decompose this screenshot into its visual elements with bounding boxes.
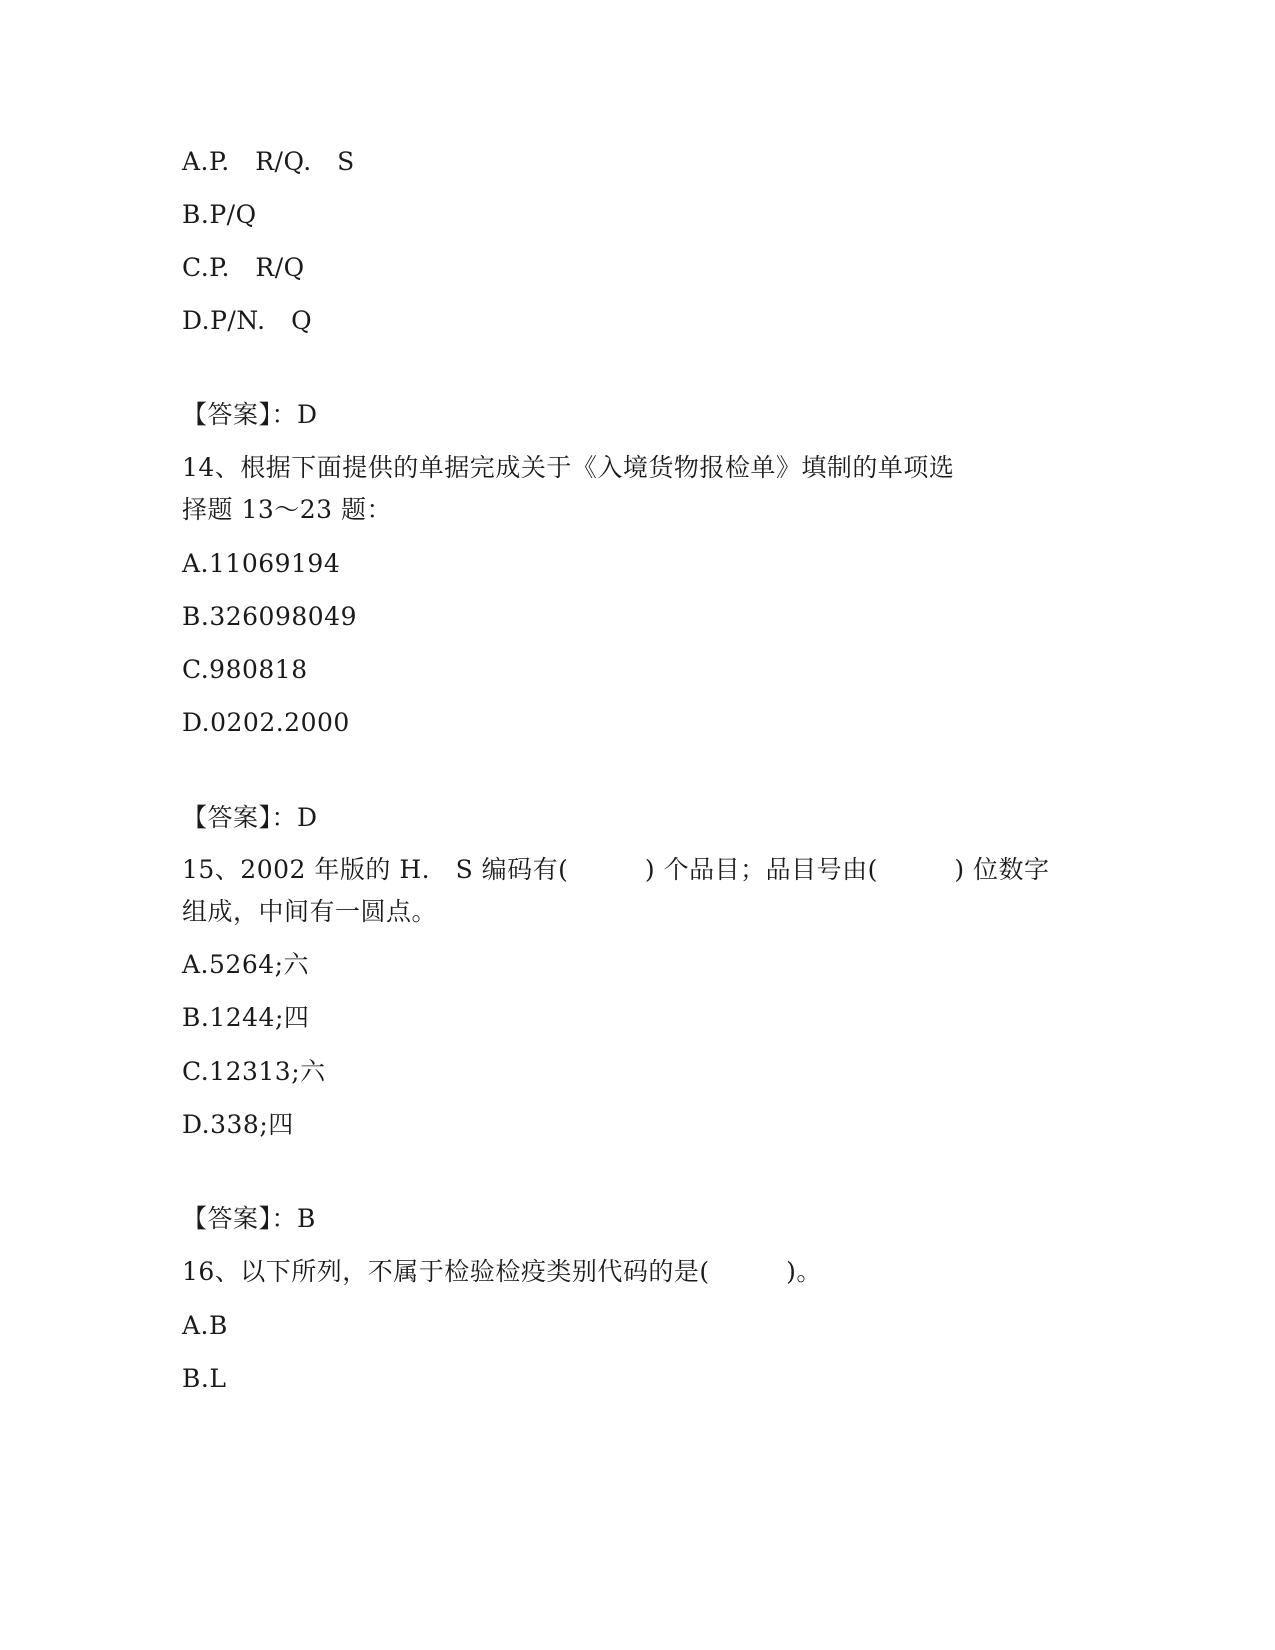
option-a: A.B xyxy=(182,1311,228,1340)
answer: 【答案】：D xyxy=(182,803,318,832)
option-a: A.11069194 xyxy=(182,549,341,578)
question-stem: 16、以下所列，不属于检验检疫类别代码的是( )。 xyxy=(182,1257,822,1286)
answer: 【答案】：B xyxy=(182,1204,316,1233)
option-c: C.P. R/Q xyxy=(182,253,305,282)
question-stem: 15、2002 年版的 H. S 编码有( ) 个品目；品目号由( ) 位数字 xyxy=(182,855,1050,884)
question-stem-continued: 择题 13～23 题： xyxy=(182,495,393,524)
option-b: B.P/Q xyxy=(182,200,257,229)
option-a: A.P. R/Q. S xyxy=(182,147,355,176)
option-c: C.980818 xyxy=(182,655,308,684)
question-stem-continued: 组成，中间有一圆点。 xyxy=(182,897,438,926)
option-c: C.12313;六 xyxy=(182,1057,326,1086)
option-b: B.L xyxy=(182,1364,227,1393)
option-d: D.338;四 xyxy=(182,1110,294,1139)
option-d: D.P/N. Q xyxy=(182,306,313,335)
option-a: A.5264;六 xyxy=(182,950,310,979)
option-d: D.0202.2000 xyxy=(182,708,350,737)
question-stem: 14、根据下面提供的单据完成关于《入境货物报检单》填制的单项选 xyxy=(182,453,955,482)
answer: 【答案】：D xyxy=(182,400,318,429)
option-b: B.326098049 xyxy=(182,602,357,631)
option-b: B.1244;四 xyxy=(182,1003,310,1032)
